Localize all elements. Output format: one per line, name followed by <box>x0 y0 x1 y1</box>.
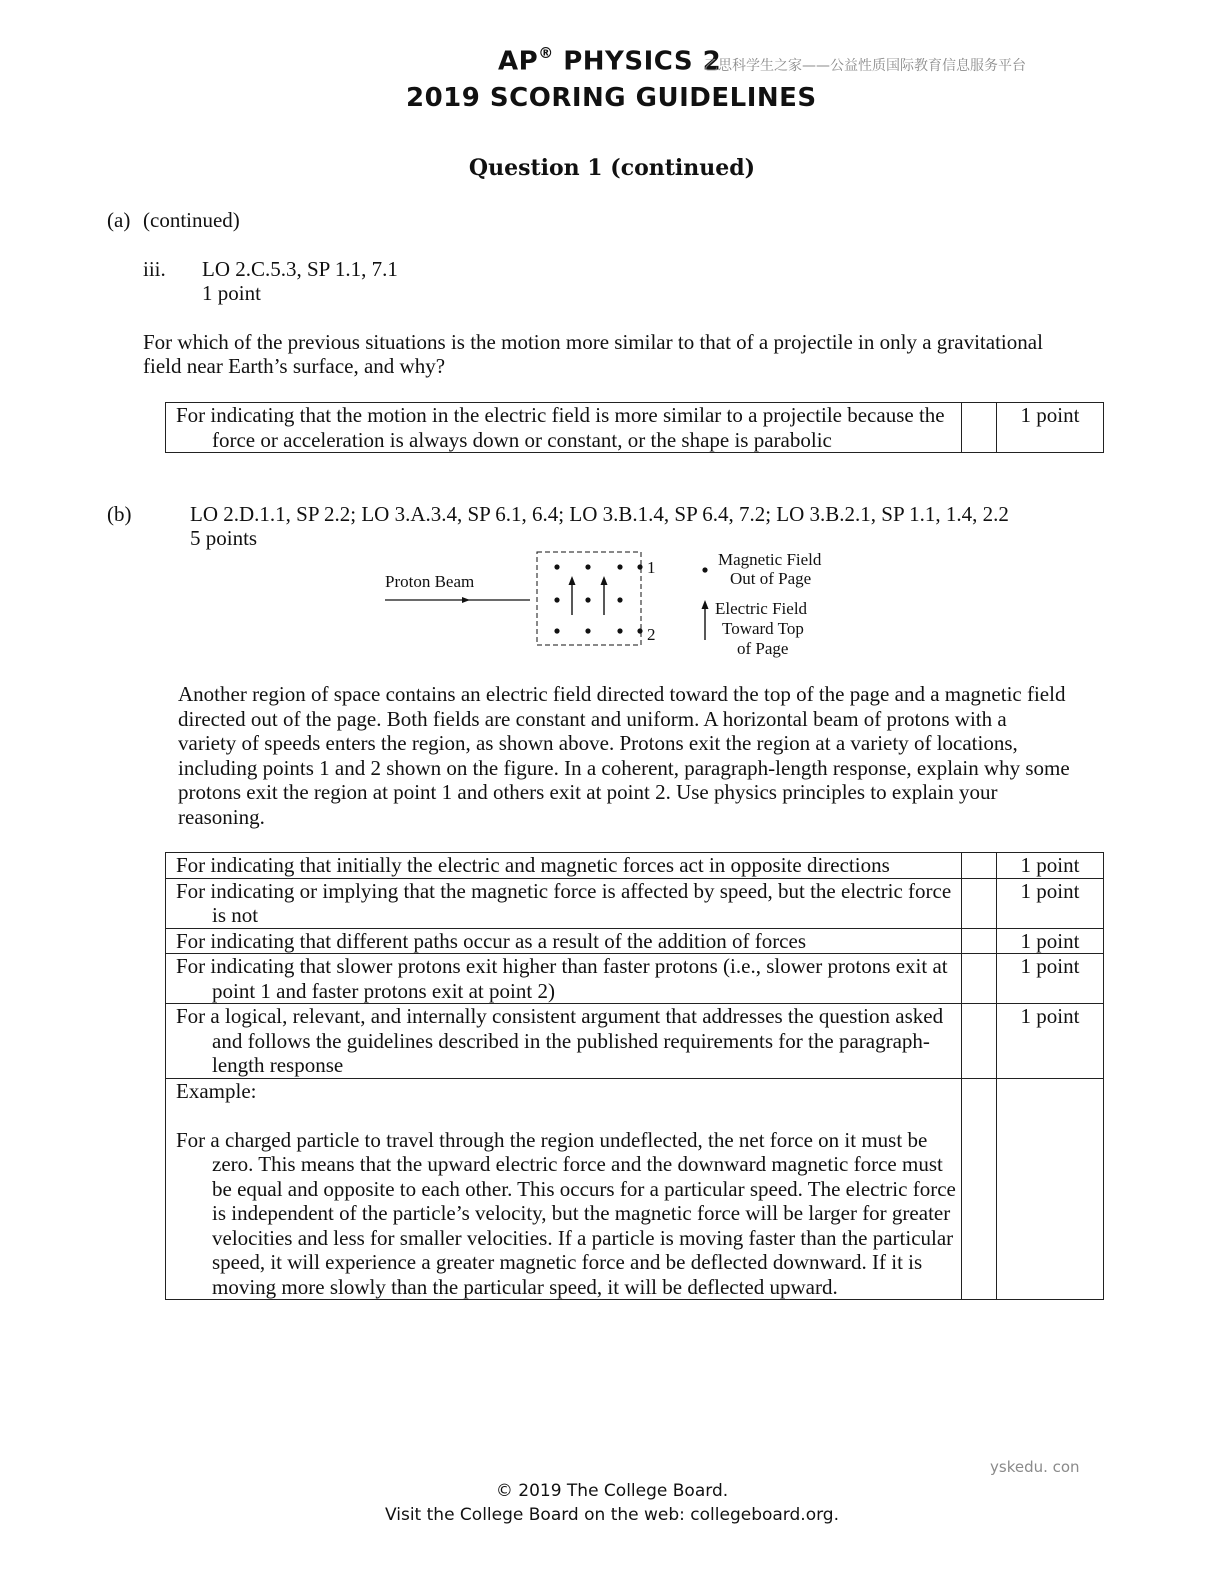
rubric-text: For indicating that the motion in the electric field is more similar to a projectile because <box>176 403 914 427</box>
mag-legend-line-1: Magnetic Field <box>718 550 822 569</box>
rubric-text: asked and follows the guidelines described in the published requirements for the <box>212 1004 944 1053</box>
rubric-score-cell <box>962 878 997 928</box>
example-label: Example: <box>176 1078 257 1103</box>
e-field-arrowhead-icon <box>601 576 608 585</box>
part-a-prompt-line-1: For which of the previous situations is the motion more similar to that of a projectile in only a gravitational <box>143 330 1043 354</box>
elec-legend-line-3: of Page <box>737 639 789 658</box>
site-watermark: yskedu. con <box>990 1458 1080 1476</box>
e-field-arrowhead-icon <box>569 576 576 585</box>
prompt-line: protons exit the region at point 1 and others exit at point 2. Use physics principles to explain your <box>178 780 998 804</box>
rubric-score-cell <box>962 928 997 954</box>
prompt-line: Another region of space contains an electric field directed toward the top of the page and a magnetic field <box>178 682 1066 706</box>
part-a-lo: LO 2.C.5.3, SP 1.1, 7.1 <box>202 257 398 281</box>
rubric-text: exit at point 1 and faster protons exit at point 2) <box>212 954 948 1003</box>
elec-legend-line-2: Toward Top <box>722 619 804 638</box>
rubric-points-empty <box>997 1078 1104 1300</box>
prompt-line: reasoning. <box>178 804 265 829</box>
field-region-figure <box>370 545 850 665</box>
part-a-prompt-line-2: field near Earth’s surface, and why? <box>143 354 446 378</box>
rubric-score-cell <box>962 403 997 453</box>
prompt-line: including points 1 and 2 shown on the figure. In a coherent, paragraph-length response, explain why some <box>178 755 1070 780</box>
part-a-rubric-table <box>165 402 1104 453</box>
rubric-points: 1 point <box>997 878 1104 928</box>
part-b-label: (b) <box>107 502 132 526</box>
elec-legend-line-1: Electric Field <box>715 599 808 618</box>
rubric-description <box>166 403 962 453</box>
rubric-points: 1 point <box>997 928 1104 954</box>
rubric-row <box>166 1004 1104 1079</box>
question-title: Question 1 (continued) <box>468 155 756 181</box>
header-title: AP® PHYSICS 2 <box>498 44 722 77</box>
part-a-continued: (continued) <box>143 208 240 232</box>
beam-arrowhead-icon <box>462 597 470 603</box>
rubric-score-cell <box>962 1004 997 1079</box>
header-subtitle: 2019 SCORING GUIDELINES <box>406 83 817 113</box>
rubric-text: paragraph-length response <box>212 1028 930 1077</box>
rubric-row <box>166 928 1104 954</box>
magnetic-field-dots <box>554 564 642 633</box>
point-1-label: 1 <box>647 558 656 577</box>
prompt-line: variety of speeds enters the region, as shown above. Protons exit the region at a variety of locations, <box>178 731 1018 755</box>
part-b-points: 5 points <box>190 526 258 550</box>
rubric-text: the force or acceleration is always down or constant, or the shape is parabolic <box>212 403 945 452</box>
prompt-line: directed out of the page. Both fields are constant and uniform. A horizontal beam of protons with a <box>178 706 1007 731</box>
part-a-label: (a) <box>107 208 131 232</box>
rubric-row <box>166 954 1104 1004</box>
rubric-row <box>166 403 1104 453</box>
rubric-row <box>166 853 1104 879</box>
point-2-label: 2 <box>647 625 656 644</box>
magnetic-legend-dot-icon <box>702 567 707 572</box>
footer <box>0 1479 1224 1527</box>
rubric-text: For indicating that different paths occur as a result of the addition of forces <box>176 928 806 953</box>
rubric-text: For indicating that initially the electric and magnetic forces act in opposite directions <box>176 853 890 877</box>
elec-legend-arrowhead-icon <box>702 600 709 609</box>
part-a-points: 1 point <box>202 281 261 305</box>
rubric-score-cell <box>962 1078 997 1300</box>
rubric-text: For a logical, relevant, and internally consistent argument that addresses the question <box>176 1004 890 1028</box>
example-text: For a charged particle to travel through the region undeflected, the net force on it must be zero. This means that the upward electric force and the downward magnetic force must be equal and opposite to each other. This occurs for a particular speed. The electric force is independent of the particle’s velocity, but the magnetic force will be larger for greater velocities and less for smaller velocities. If a particle is moving faster than the particular speed, it will experience a greater magnetic force and be deflected downward. If it is moving more slowly than the particular speed, it will be deflected upward. <box>176 1127 956 1299</box>
mag-legend-line-2: Out of Page <box>730 569 812 588</box>
proton-beam-label: Proton Beam <box>385 572 475 591</box>
rubric-points: 1 point <box>997 853 1104 879</box>
part-b-prompt <box>178 682 1118 829</box>
part-a-sub-label: iii. <box>143 257 166 281</box>
rubric-score-cell <box>962 954 997 1004</box>
rubric-points: 1 point <box>997 403 1104 453</box>
rubric-text: force is not <box>212 878 952 927</box>
watermark-text: 乙思科学生之家——公益性质国际教育信息服务平台 <box>704 58 1026 74</box>
rubric-example-row <box>166 1078 1104 1300</box>
rubric-text: For indicating or implying that the magnetic force is affected by speed, but the electric <box>176 878 903 903</box>
part-b-rubric-table <box>165 852 1104 1300</box>
footer-copyright: © 2019 The College Board. <box>495 1481 729 1501</box>
rubric-text: For indicating that slower protons exit higher than faster protons (i.e., slower protons <box>176 954 891 978</box>
rubric-points: 1 point <box>997 1004 1104 1079</box>
rubric-row <box>166 878 1104 928</box>
rubric-points: 1 point <box>997 954 1104 1004</box>
footer-website: Visit the College Board on the web: collegeboard.org. <box>385 1505 839 1525</box>
part-b-lo: LO 2.D.1.1, SP 2.2; LO 3.A.3.4, SP 6.1, 6.4; LO 3.B.1.4, SP 6.4, 7.2; LO 3.B.2.1, SP 1.1, 1.4, 2.2 <box>190 502 1009 526</box>
rubric-score-cell <box>962 853 997 879</box>
